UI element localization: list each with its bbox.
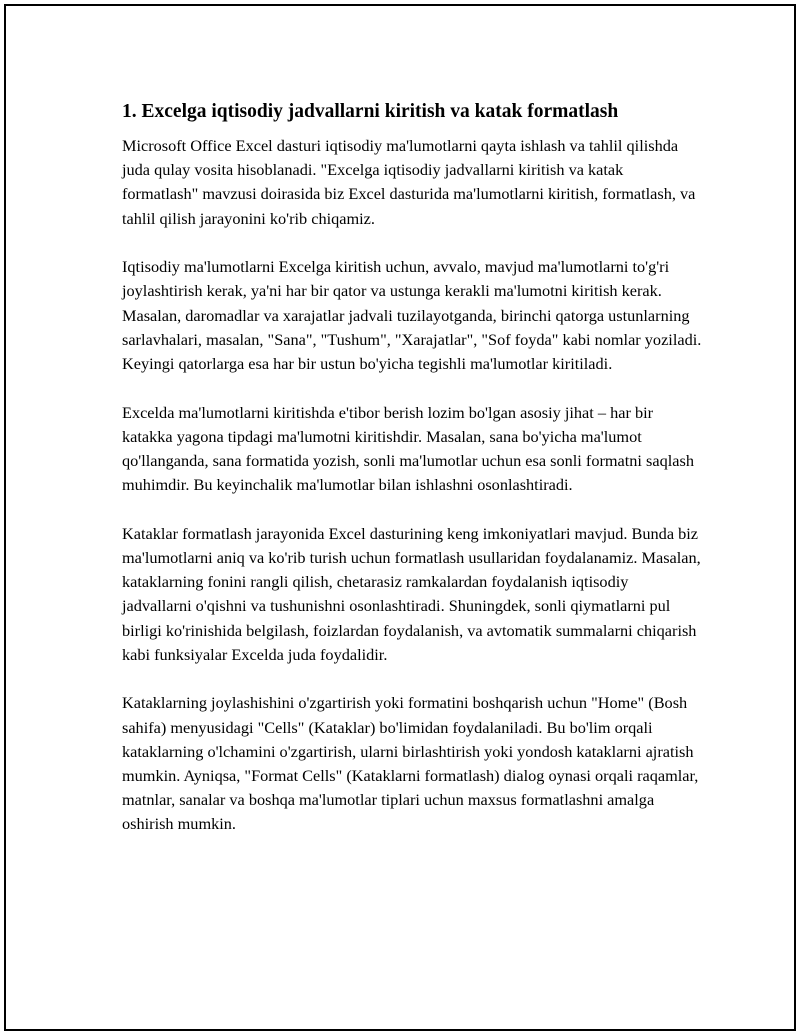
paragraph-formatting: Kataklar formatlash jarayonida Excel dasturining keng imkoniyatlari mavjud. Bunda biz ma'lumotlarni aniq va ko'rib turish uchun formatlash usullaridan foydalanamiz. Masalan, kataklarning fonini rangli qilish, chetarasiz ramkalardan foydalanish iqtisodiy jadvallarni o'qishni va tushunishni osonlashtiradi. Shuningdek, sonli qiymatlarni pul birligi ko'rinishida belgilash, foizlardan foydalanish, va avtomatik summalarni chiqarish kabi funksiyalar Excelda juda foydalidir.: [122, 523, 701, 664]
page-frame: [4, 4, 796, 1031]
paragraph-data-entry: Iqtisodiy ma'lumotlarni Excelga kiritish uchun, avvalo, mavjud ma'lumotlarni to'g'ri joylashtirish kerak, ya'ni har bir qator va ustunga kerakli ma'lumotni kiritish kerak. Masalan, daromadlar va xarajatlar jadvali tuzilayotganda, birinchi qatorga ustunlarning sarlavhalari, masalan, "Sana", "Tushum", "Xarajatlar", "Sof foyda" kabi nomlar yoziladi. Keyingi qatorlarga esa har bir ustun bo'yicha tegishli ma'lumotlar kiritiladi.: [122, 257, 702, 374]
paragraph-cells-menu: Kataklarning joylashishini o'zgartirish yoki formatini boshqarish uchun "Home" (Bosh sahifa) menyusidagi "Cells" (Kataklar) bo'limidan foydalaniladi. Bu bo'lim orqali kataklarning o'lchamini o'zgartirish, ularni birlashtirish yoki yondosh kataklarni ajratish mumkin. Ayniqsa, "Format Cells" (Kataklarni formatlash) dialog oynasi orqali raqamlar, matnlar, sanalar va boshqa ma'lumotlar tiplari uchun maxsus formatlashni amalga oshirish mumkin.: [122, 693, 699, 834]
document-body: [122, 100, 702, 861]
paragraph-cell-types: Excelda ma'lumotlarni kiritishda e'tibor berish lozim bo'lgan asosiy jihat – har bir katakka yagona tipdagi ma'lumotni kiritishdir. Masalan, sana bo'yicha ma'lumot qo'llanganda, sana formatida yozish, sonli ma'lumotlar uchun esa sonli formatni saqlash muhimdir. Bu keyinchalik ma'lumotlar bilan ishlashni osonlashtiradi.: [122, 402, 694, 495]
section-heading: 1. Excelga iqtisodiy jadvallarni kiritish va katak formatlash: [122, 101, 619, 122]
paragraph-intro: Microsoft Office Excel dasturi iqtisodiy ma'lumotlarni qayta ishlash va tahlil qilishda juda qulay vosita hisoblanadi. "Excelga iqtisodiy jadvallarni kiritish va katak formatlash" mavzusi doirasida biz Excel dasturida ma'lumotlarni kiritish, formatlash, va tahlil qilish jarayonini ko'rib chiqamiz.: [122, 136, 696, 228]
